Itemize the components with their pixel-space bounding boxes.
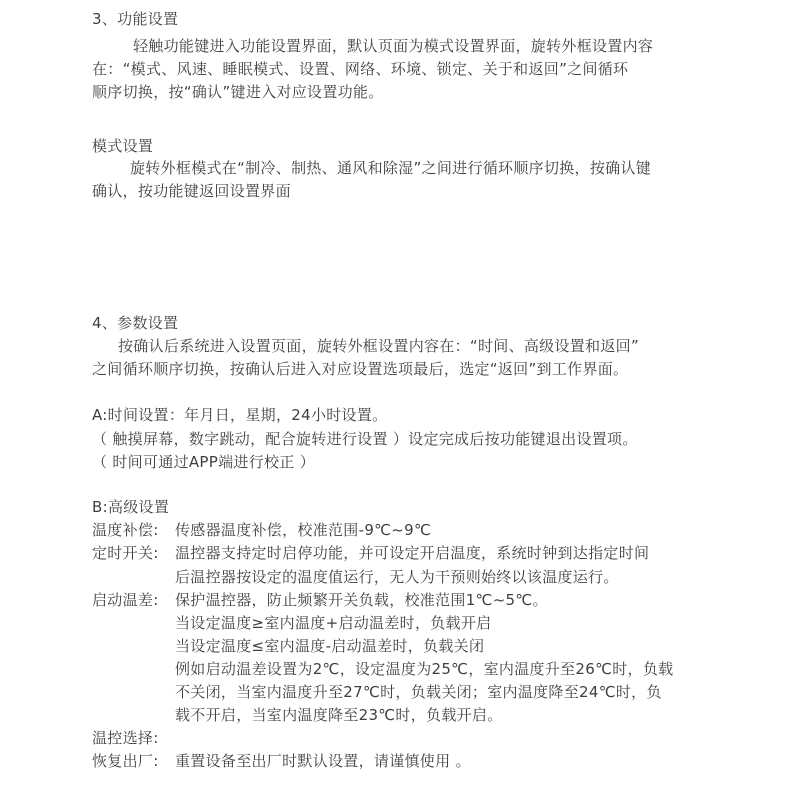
- start-diff-line-5: 不关闭，当室内温度升至27℃时，负载关闭；室内温度降至24℃时，负: [175, 683, 662, 701]
- temp-comp-text: 传感器温度补偿，校准范围-9℃~9℃: [175, 521, 432, 539]
- temp-comp-label: 温度补偿:: [92, 521, 159, 539]
- timer-line-2: 后温控器按设定的温度值运行，无人为干预则始终以该温度运行。: [175, 568, 619, 586]
- section3-heading: 3、功能设置: [92, 10, 179, 28]
- time-line-1: （ 触摸屏幕，数字跳动，配合旋转进行设置 ）设定完成后按功能键退出设置项。: [92, 430, 638, 448]
- timer-label: 定时开关:: [92, 544, 159, 562]
- section4-line-1: 按确认后系统进入设置页面，旋转外框设置内容在：“时间、高级设置和返回”: [118, 337, 640, 355]
- time-line-2: （ 时间可通过APP端进行校正 ）: [92, 453, 315, 471]
- start-diff-line-2: 当设定温度≥室内温度+启动温差时，负载开启: [175, 614, 492, 632]
- timer-line-1: 温控器支持定时启停功能，并可设定开启温度，系统时钟到达指定时间: [175, 544, 650, 562]
- section4-line-2: 之间循环顺序切换，按确认后进入对应设置选项最后，选定“返回”到工作界面。: [92, 360, 629, 378]
- factory-reset-text: 重置设备至出厂时默认设置，请谨慎使用 。: [175, 752, 471, 770]
- mode-heading: 模式设置: [92, 137, 154, 155]
- time-heading: A:时间设置：年月日，星期，24小时设置。: [92, 406, 388, 424]
- start-diff-label: 启动温差:: [92, 591, 159, 609]
- start-diff-line-1: 保护温控器，防止频繁开关负载，校准范围1℃~5℃。: [175, 591, 548, 609]
- start-diff-line-4: 例如启动温差设置为2℃，设定温度为25℃，室内温度升至26℃时，负载: [175, 660, 674, 678]
- factory-reset-label: 恢复出厂:: [92, 752, 159, 770]
- advanced-heading: B:高级设置: [92, 498, 170, 516]
- mode-line-1: 旋转外框模式在“制冷、制热、通风和除湿”之间进行循环顺序切换，按确认键: [130, 159, 652, 177]
- section3-line-1: 轻触功能键进入功能设置界面，默认页面为模式设置界面，旋转外框设置内容: [133, 37, 654, 55]
- section4-heading: 4、参数设置: [92, 314, 179, 332]
- section3-line-3: 顺序切换，按“确认”键进入对应设置功能。: [92, 83, 384, 101]
- start-diff-line-3: 当设定温度≤室内温度-启动温差时，负载关闭: [175, 637, 485, 655]
- section3-line-2: 在：“模式、风速、睡眠模式、设置、网络、环境、锁定、关于和返回”之间循环: [92, 60, 629, 78]
- mode-line-2: 确认，按功能键返回设置界面: [92, 182, 291, 200]
- temp-select-label: 温控选择:: [92, 729, 159, 747]
- start-diff-line-6: 载不开启，当室内温度降至23℃时，负载开启。: [175, 706, 503, 724]
